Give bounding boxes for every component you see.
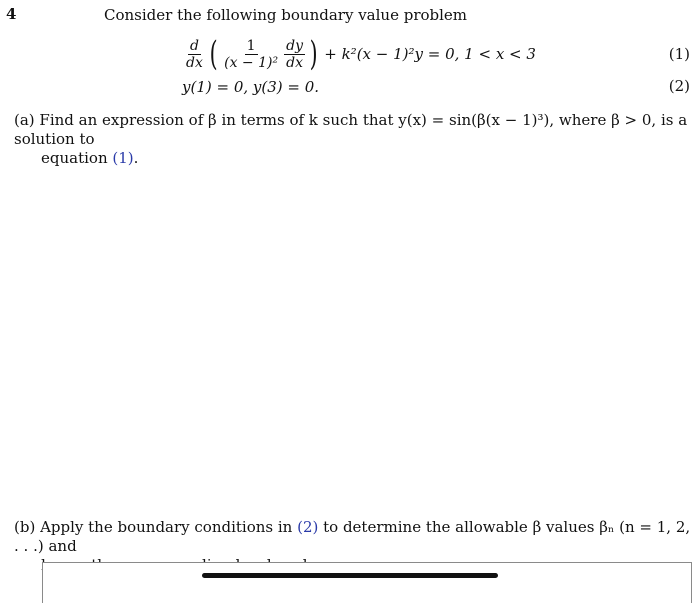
equation-1	[182, 36, 536, 72]
equation-1-ref-link[interactable]: (1)	[112, 149, 134, 167]
inner-frac2-den: dx	[286, 54, 303, 71]
equation-2: y(1) = 0, y(3) = 0.	[182, 78, 320, 96]
question-number: 4	[6, 5, 17, 23]
part-b-line-1-prefix: (b) Apply the boundary conditions in	[14, 518, 298, 536]
inner-fraction	[222, 38, 280, 71]
part-a	[14, 111, 694, 168]
scroll-indicator[interactable]	[202, 573, 498, 578]
outer-frac-num: d	[189, 37, 199, 54]
left-paren: (	[209, 34, 218, 74]
part-a-line-2-suffix: .	[133, 149, 139, 167]
part-a-line-1: (a) Find an expression of β in terms of k such that y(x) = sin(β(x − 1)³), where β > 0, is a solution to	[14, 111, 688, 148]
question-intro: Consider the following boundary value problem	[104, 6, 468, 24]
equation-1-label: (1)	[668, 45, 690, 63]
equation-2-ref-link[interactable]: (2)	[297, 518, 319, 536]
right-paren: )	[309, 34, 318, 74]
part-a-line-2-prefix: equation	[41, 149, 113, 167]
inner-frac1-num: 1	[246, 37, 256, 54]
outer-derivative	[184, 38, 205, 71]
part-a-line-2	[14, 149, 694, 168]
outer-frac-den: dx	[186, 54, 203, 71]
equation-1-tail: + k²(x − 1)²y = 0, 1 < x < 3	[324, 45, 536, 63]
equation-2-label: (2)	[668, 77, 690, 95]
inner-derivative	[284, 38, 305, 71]
part-b-line-1-suffix: to determine the allowable β values βₙ (n = 1, 2, . . .) and	[14, 518, 691, 555]
answer-input-box[interactable]	[42, 562, 692, 603]
part-b-line-1	[14, 518, 694, 556]
inner-frac1-den: (x − 1)²	[224, 54, 279, 71]
inner-frac2-num: dy	[286, 37, 303, 54]
